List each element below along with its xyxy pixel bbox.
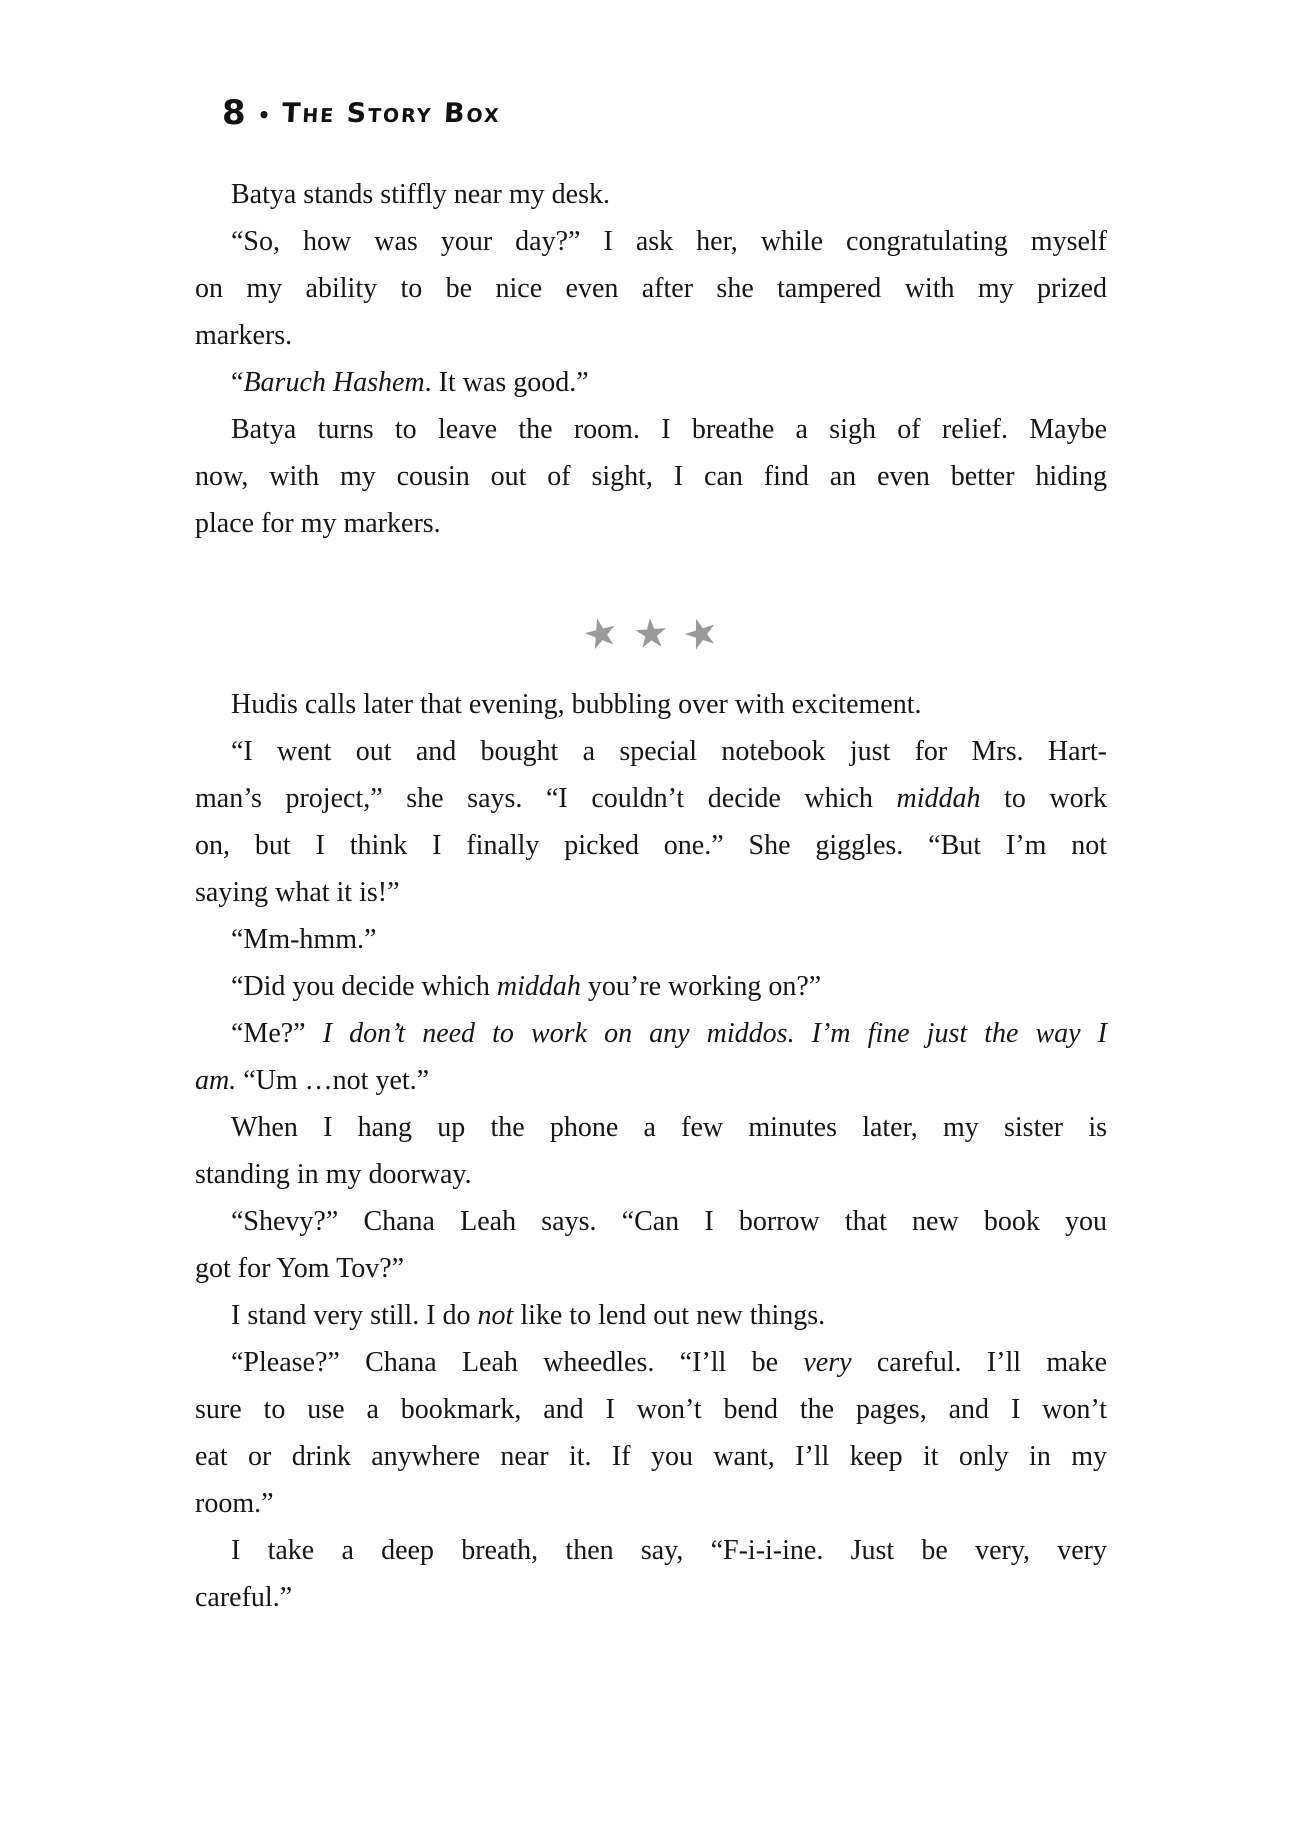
text-line: I stand very still. I do not like to lend out new things. [231,1300,826,1331]
text-line: Batya turns to leave the room. I breathe a sigh of relief. Maybe [231,414,1107,445]
text-line: standing in my doorway. [195,1159,472,1190]
text-line: When I hang up the phone a few minutes later, my sister is [231,1112,1107,1143]
star-icon: ★ [631,609,671,658]
text-line: “So, how was your day?” I ask her, while congratulating myself [231,226,1107,257]
text-line: on my ability to be nice even after she tampered with my prized [195,273,1107,304]
paragraph [195,218,1107,359]
paragraph [195,1198,1107,1292]
text-line: Batya stands stiffly near my desk. [231,179,610,210]
text-line: eat or drink anywhere near it. If you want, I’ll keep it only in my [195,1441,1107,1472]
text-line: got for Yom Tov?” [195,1253,405,1284]
paragraph [195,728,1107,916]
text-line: Hudis calls later that evening, bubbling over with excitement. [231,689,922,720]
text-line: “Please?” Chana Leah wheedles. “I’ll be very careful. I’ll make [231,1347,1108,1378]
text-line: now, with my cousin out of sight, I can find an even better hiding [195,461,1107,492]
page-number: 8 [222,93,246,133]
paragraph [195,359,1107,406]
text-line: “Baruch Hashem. It was good.” [231,367,589,398]
star-icon: ★ [676,606,725,661]
text-line: man’s project,” she says. “I couldn’t decide which middah to work [195,783,1107,814]
page-header [222,93,502,133]
bullet-separator-icon: • [257,103,271,127]
text-line: “Mm-hmm.” [231,924,377,955]
text-line: saying what it is!” [195,877,400,908]
text-line: “I went out and bought a special notebook just for Mrs. Hart- [231,736,1107,767]
text-line: “Shevy?” Chana Leah says. “Can I borrow that new book you [231,1206,1107,1237]
text-line: I take a deep breath, then say, “F-i-i-ine. Just be very, very [231,1535,1107,1566]
paragraph [195,1339,1107,1527]
text-line: am. “Um …not yet.” [195,1065,430,1096]
star-divider [195,547,1107,681]
text-line: “Did you decide which middah you’re working on?” [231,971,822,1002]
star-icon: ★ [578,607,624,660]
paragraph [195,681,1107,728]
text-line: careful.” [195,1582,293,1613]
text-line: sure to use a bookmark, and I won’t bend the pages, and I won’t [195,1394,1107,1425]
paragraph [195,1292,1107,1339]
paragraph [195,1527,1107,1621]
paragraph [195,1104,1107,1198]
paragraph [195,406,1107,547]
book-title: The Story Box [281,97,502,129]
text-line: room.” [195,1488,274,1519]
paragraph [195,963,1107,1010]
paragraph [195,171,1107,218]
text-line: on, but I think I finally picked one.” She giggles. “But I’m not [195,830,1107,861]
paragraph [195,916,1107,963]
text-line: place for my markers. [195,508,441,539]
text-line: markers. [195,320,293,351]
text-line: “Me?” I don’t need to work on any middos. I’m fine just the way I [231,1018,1108,1049]
page-body [195,171,1107,1621]
paragraph [195,1010,1107,1104]
